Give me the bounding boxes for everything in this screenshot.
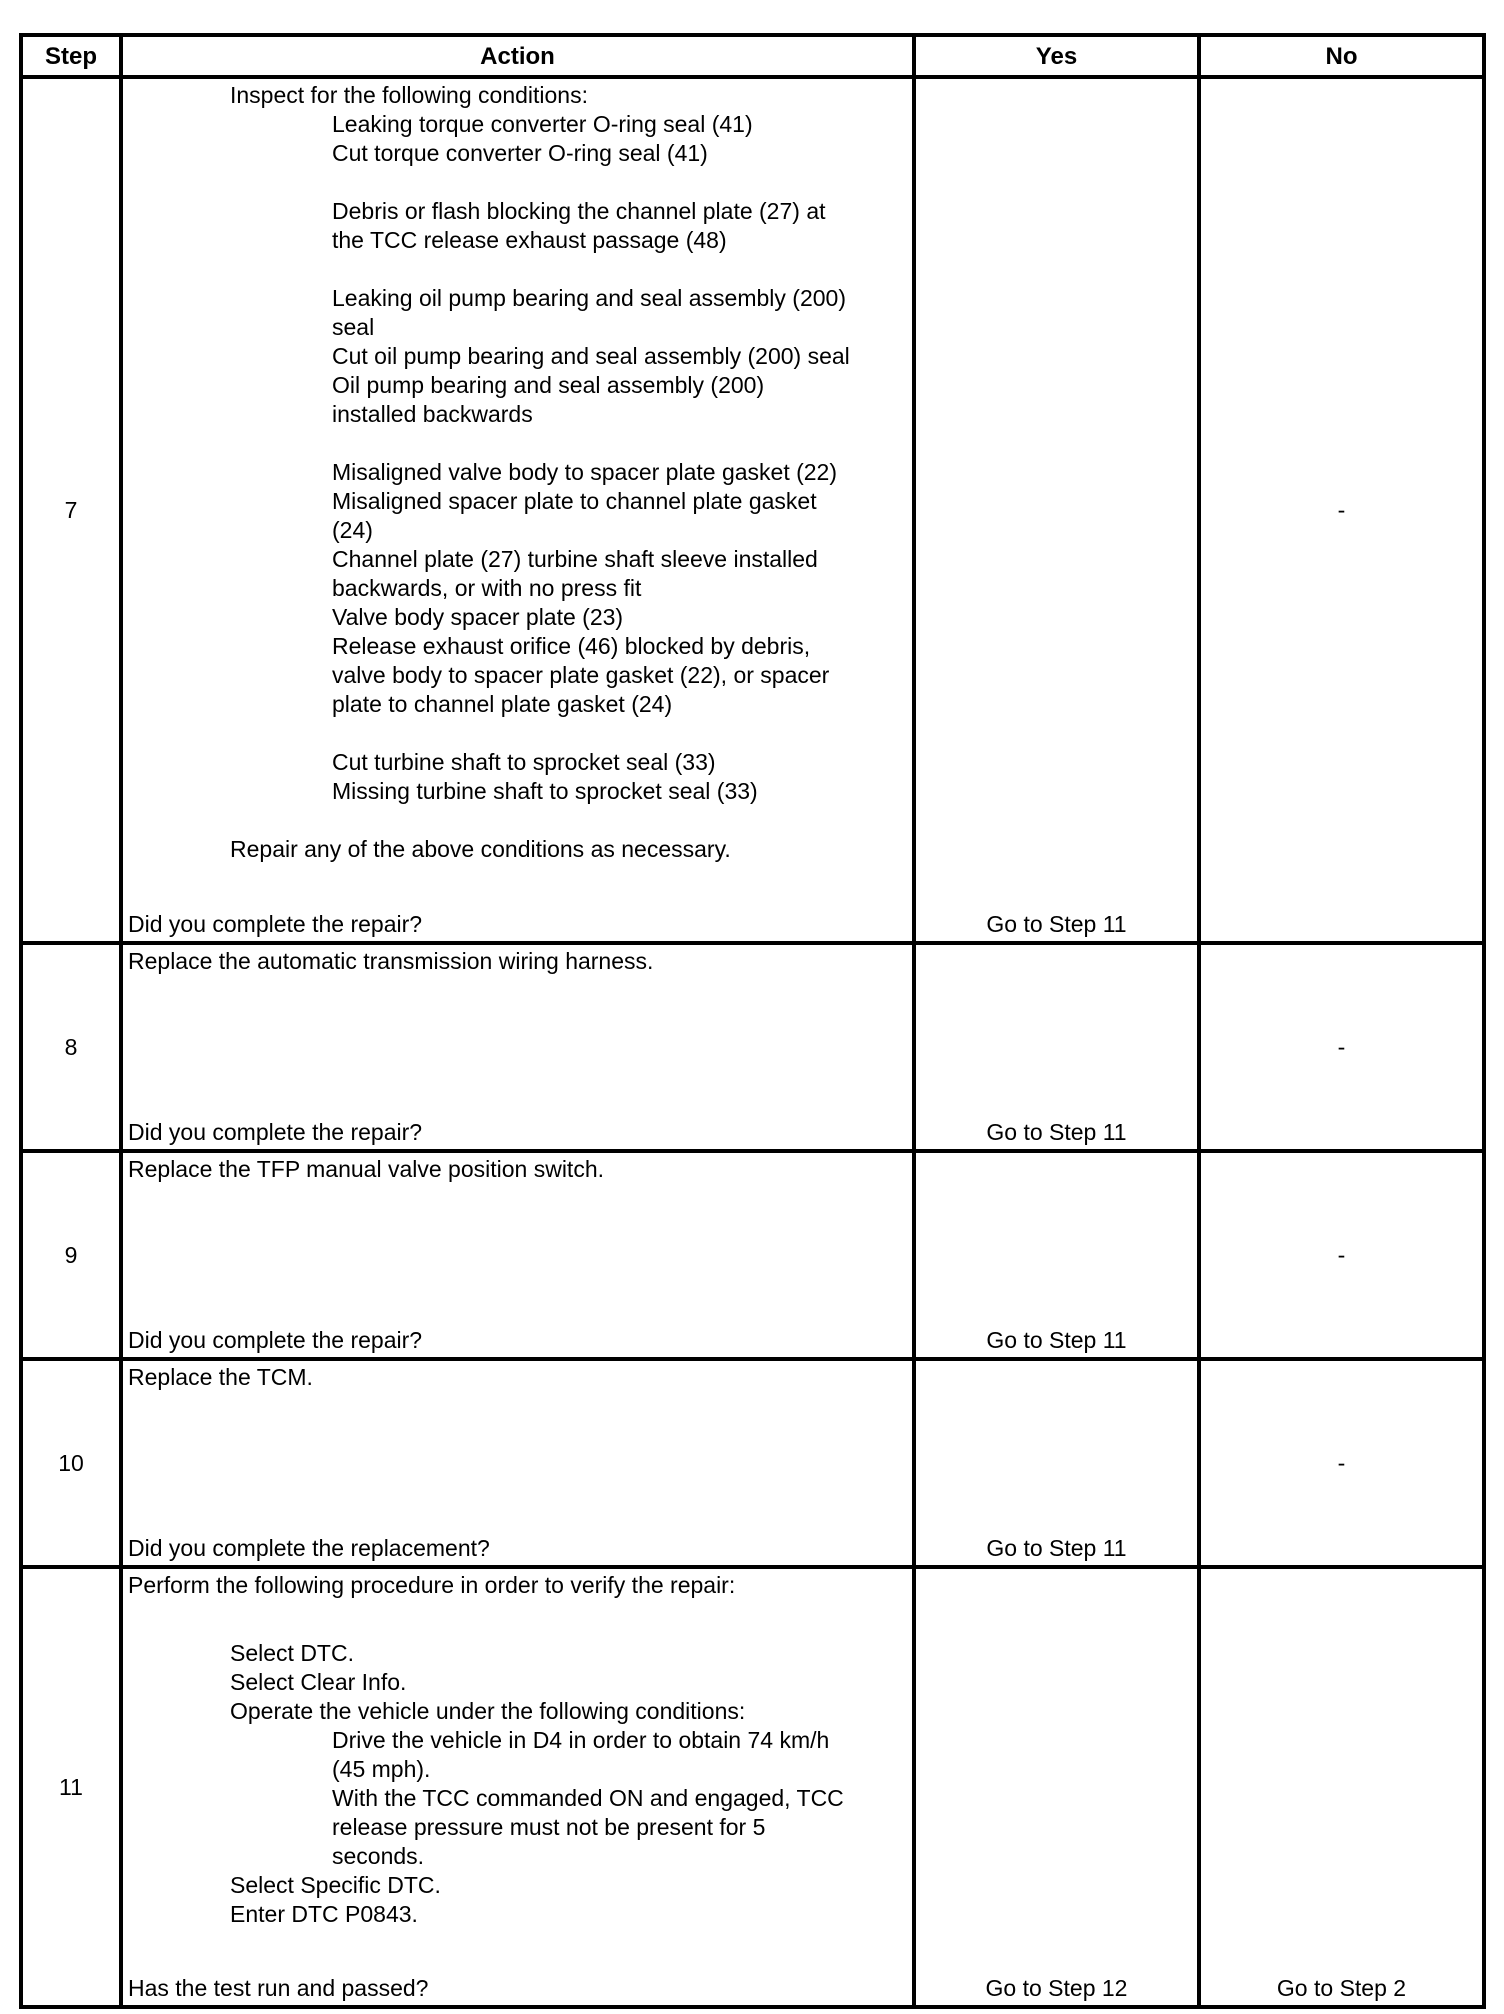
yes-cell: Go to Step 11	[914, 77, 1199, 943]
action-text: Replace the automatic transmission wiring harness.	[128, 948, 654, 974]
condition-item: Channel plate (27) turbine shaft sleeve installed	[332, 546, 818, 572]
header-yes: Yes	[914, 35, 1199, 77]
diagnostic-steps-table	[19, 33, 1486, 2009]
action-question: Did you complete the repair?	[128, 911, 423, 937]
procedure-item: Operate the vehicle under the following conditions:	[230, 1698, 746, 1724]
condition-item: Misaligned valve body to spacer plate gasket (22)	[332, 459, 838, 485]
step-number: 11	[21, 1567, 121, 2007]
header-action: Action	[121, 35, 914, 77]
procedure-item: Select DTC.	[230, 1640, 354, 1666]
action-intro: Perform the following procedure in order to verify the repair:	[128, 1572, 736, 1598]
condition-item: Cut torque converter O-ring seal (41)	[332, 140, 708, 166]
condition-item: Missing turbine shaft to sprocket seal (33)	[332, 778, 758, 804]
action-intro: Inspect for the following conditions:	[230, 82, 588, 108]
procedure-item: Enter DTC P0843.	[230, 1901, 418, 1927]
table-row	[21, 1151, 1484, 1359]
header-step: Step	[21, 35, 121, 77]
condition-item: Release exhaust orifice (46) blocked by debris,	[332, 633, 811, 659]
action-question: Did you complete the repair?	[128, 1119, 423, 1145]
condition-item: Cut turbine shaft to sprocket seal (33)	[332, 749, 716, 775]
condition-item: installed backwards	[332, 401, 533, 427]
condition-item: Oil pump bearing and seal assembly (200)	[332, 372, 765, 398]
action-cell	[121, 1359, 914, 1567]
table-row	[21, 77, 1484, 943]
repair-note: Repair any of the above conditions as necessary.	[230, 836, 731, 862]
yes-cell: Go to Step 11	[914, 1151, 1199, 1359]
condition-item: (24)	[332, 517, 373, 543]
table-row	[21, 1359, 1484, 1567]
action-question: Has the test run and passed?	[128, 1975, 429, 2001]
no-cell: -	[1199, 77, 1484, 943]
condition-item: valve body to spacer plate gasket (22), or spacer	[332, 662, 830, 688]
procedure-subitem: Drive the vehicle in D4 in order to obtain 74 km/h	[332, 1727, 830, 1753]
action-cell	[121, 1567, 914, 2007]
condition-item: Cut oil pump bearing and seal assembly (200) seal	[332, 343, 850, 369]
condition-item: Valve body spacer plate (23)	[332, 604, 624, 630]
yes-cell: Go to Step 12	[914, 1567, 1199, 2007]
action-cell	[121, 1151, 914, 1359]
action-text: Replace the TFP manual valve position switch.	[128, 1156, 605, 1182]
procedure-subitem: seconds.	[332, 1843, 425, 1869]
procedure-item: Select Specific DTC.	[230, 1872, 441, 1898]
step-number: 8	[21, 943, 121, 1151]
action-question: Did you complete the repair?	[128, 1327, 423, 1353]
condition-item: Debris or flash blocking the channel plate (27) at	[332, 198, 826, 224]
table-row	[21, 943, 1484, 1151]
action-text: Replace the TCM.	[128, 1364, 313, 1390]
condition-item: Leaking torque converter O-ring seal (41)	[332, 111, 753, 137]
condition-item: the TCC release exhaust passage (48)	[332, 227, 727, 253]
condition-item: backwards, or with no press fit	[332, 575, 642, 601]
no-cell: -	[1199, 1359, 1484, 1567]
action-question: Did you complete the replacement?	[128, 1535, 490, 1561]
step-number: 7	[21, 77, 121, 943]
action-cell	[121, 77, 914, 943]
no-cell: -	[1199, 943, 1484, 1151]
procedure-item: Select Clear Info.	[230, 1669, 407, 1695]
no-cell: -	[1199, 1151, 1484, 1359]
condition-item: Leaking oil pump bearing and seal assembly (200)	[332, 285, 846, 311]
condition-item: plate to channel plate gasket (24)	[332, 691, 673, 717]
step-number: 9	[21, 1151, 121, 1359]
step-number: 10	[21, 1359, 121, 1567]
yes-cell: Go to Step 11	[914, 1359, 1199, 1567]
no-cell: Go to Step 2	[1199, 1567, 1484, 2007]
procedure-subitem: release pressure must not be present for 5	[332, 1814, 766, 1840]
table-row	[21, 1567, 1484, 2007]
condition-item: Misaligned spacer plate to channel plate gasket	[332, 488, 817, 514]
action-cell	[121, 943, 914, 1151]
condition-item: seal	[332, 314, 375, 340]
header-no: No	[1199, 35, 1484, 77]
yes-cell: Go to Step 11	[914, 943, 1199, 1151]
procedure-subitem: With the TCC commanded ON and engaged, TCC	[332, 1785, 844, 1811]
procedure-subitem: (45 mph).	[332, 1756, 431, 1782]
header-row	[21, 35, 1484, 77]
